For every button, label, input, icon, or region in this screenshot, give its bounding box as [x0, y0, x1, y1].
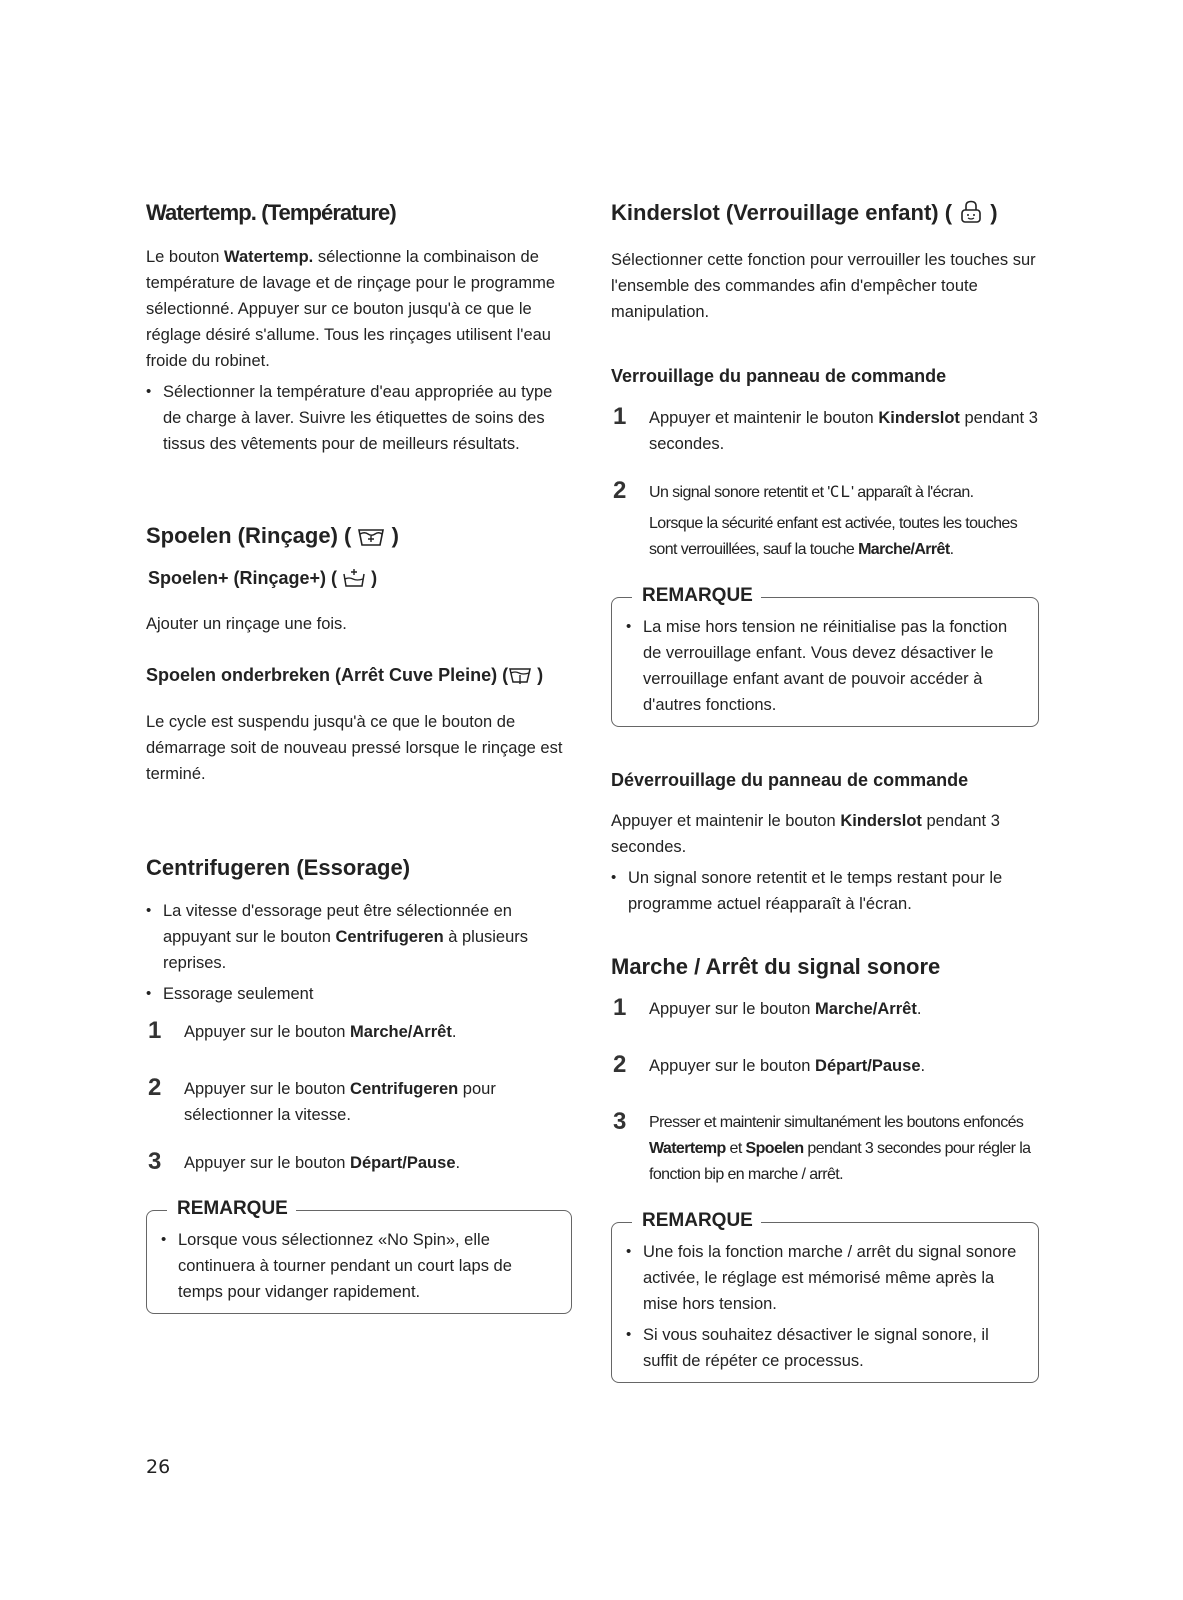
kinderslot-note	[611, 585, 1039, 727]
list-item: • Essorage seulement	[146, 981, 572, 1007]
step-number: 3	[613, 1108, 627, 1135]
watertemp-heading: Watertemp. (Température)	[146, 200, 396, 225]
lock-step-2: 2 Un signal sonore retentit et 'CL' apparaît à l'écran. Lorsque la sécurité enfant est activée, toutes les touches sont verrouillées, sauf la touche Marche/Arrêt.	[613, 477, 1018, 558]
rinse-hold-icon	[508, 665, 532, 692]
centrifugeren-note	[146, 1198, 572, 1314]
centrifugeren-step-1: 1 Appuyer sur le bouton Marche/Arrêt.	[148, 1017, 457, 1044]
watertemp-bullets	[146, 379, 572, 457]
spoelen-plus-text: Ajouter un rinçage une fois.	[146, 615, 347, 633]
step-number: 3	[148, 1148, 162, 1175]
centrifugeren-step-3: 3 Appuyer sur le bouton Départ/Pause.	[148, 1148, 461, 1175]
note-title: REMARQUE	[632, 1210, 761, 1232]
spoelen-plus-heading: Spoelen+ (Rinçage+) ( )	[148, 565, 572, 595]
spoelen-onderbreken-text: Le cycle est suspendu jusqu'à ce que le bouton de démarrage soit de nouveau pressé lorsque le rinçage est terminé.	[146, 713, 563, 783]
list-item: • Sélectionner la température d'eau appropriée au type de charge à laver. Suivre les étiquettes de soins des tissus des vêtements pour de meilleurs résultats.	[146, 379, 572, 457]
unlock-heading: Déverrouillage du panneau de commande	[611, 770, 969, 790]
signal-step-2: 2 Appuyer sur le bouton Départ/Pause.	[613, 1051, 926, 1078]
signal-note	[611, 1210, 1039, 1383]
spoelen-heading: Spoelen (Rinçage) ( )	[146, 521, 572, 555]
lock-heading: Verrouillage du panneau de commande	[611, 366, 947, 386]
list-item: • Une fois la fonction marche / arrêt du signal sonore activée, le réglage est mémorisé même après la mise hors tension.	[626, 1239, 1024, 1317]
unlock-bullets	[611, 865, 1039, 917]
page-number: 26	[146, 1456, 171, 1478]
list-item: • Un signal sonore retentit et le temps restant pour le programme actuel réapparaît à l'écran.	[611, 865, 1039, 917]
step-number: 2	[148, 1074, 162, 1101]
rinse-plus-icon	[342, 568, 366, 595]
unlock-paragraph: Appuyer et maintenir le bouton Kinderslot pendant 3 secondes.	[611, 812, 1000, 856]
list-item: • La vitesse d'essorage peut être sélectionnée en appuyant sur le bouton Centrifugeren à plusieurs reprises.	[146, 898, 572, 976]
watertemp-paragraph: Le bouton Watertemp. sélectionne la combinaison de température de lavage et de rinçage pour le programme sélectionné. Appuyer sur ce bouton jusqu'à ce que le réglage désiré s'allume. Tous les rinçages utilisent l'eau froide du robinet.	[146, 248, 556, 370]
spoelen-onderbreken-heading: Spoelen onderbreken (Arrêt Cuve Pleine) ( )	[146, 662, 572, 692]
rinse-icon	[357, 525, 385, 555]
step-number: 2	[613, 1051, 627, 1078]
step-number: 1	[148, 1017, 162, 1044]
cl-display-code: CL	[829, 482, 851, 501]
child-lock-icon	[958, 200, 984, 232]
centrifugeren-heading: Centrifugeren (Essorage)	[146, 855, 411, 880]
note-title: REMARQUE	[167, 1198, 296, 1220]
list-item: • La mise hors tension ne réinitialise pas la fonction de verrouillage enfant. Vous devez désactiver le verrouillage enfant avant de pouvoir accéder à d'autres fonctions.	[626, 614, 1024, 718]
step-number: 1	[613, 994, 627, 1021]
centrifugeren-step-2: 2 Appuyer sur le bouton Centrifugeren pour sélectionner la vitesse.	[148, 1074, 496, 1124]
kinderslot-intro: Sélectionner cette fonction pour verrouiller les touches sur l'ensemble des commandes afin d'empêcher toute manipulation.	[611, 251, 1036, 321]
right-column	[611, 198, 1039, 1383]
note-title: REMARQUE	[632, 585, 761, 607]
centrifugeren-bullets	[146, 898, 572, 1007]
list-item: • Si vous souhaitez désactiver le signal sonore, il suffit de répéter ce processus.	[626, 1322, 1024, 1374]
list-item: • Lorsque vous sélectionnez «No Spin», elle continuera à tourner pendant un court laps de temps pour vidanger rapidement.	[161, 1227, 557, 1305]
signal-step-3: 3 Presser et maintenir simultanément les boutons enfoncés Watertemp et Spoelen pendant 3 secondes pour régler la fonction bip en marche / arrêt.	[613, 1108, 1031, 1183]
kinderslot-heading: Kinderslot (Verrouillage enfant) ( )	[611, 198, 1039, 232]
lock-step-1: 1 Appuyer et maintenir le bouton Kinderslot pendant 3 secondes.	[613, 403, 1038, 453]
signal-step-1: 1 Appuyer sur le bouton Marche/Arrêt.	[613, 994, 922, 1021]
step-number: 2	[613, 477, 627, 504]
left-column	[146, 198, 572, 1314]
signal-heading: Marche / Arrêt du signal sonore	[611, 954, 941, 979]
step-number: 1	[613, 403, 627, 430]
